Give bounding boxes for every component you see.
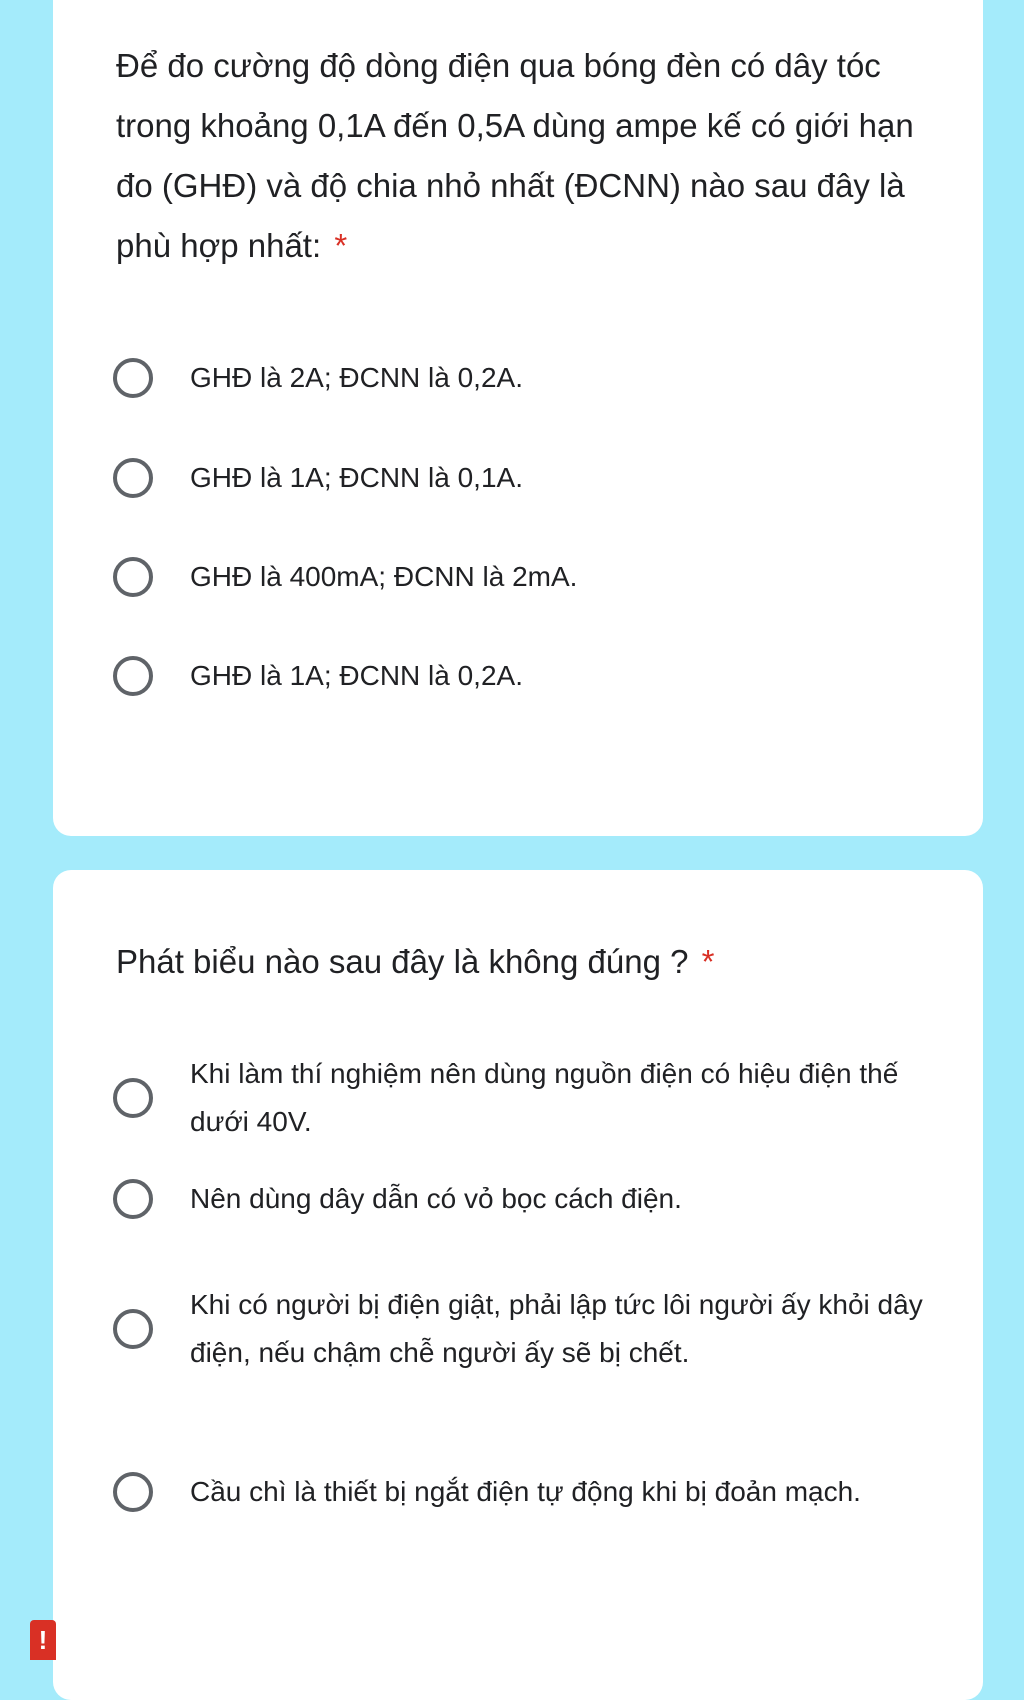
option-label: Nên dùng dây dẫn có vỏ bọc cách điện. bbox=[190, 1183, 682, 1214]
option-label: Khi có người bị điện giật, phải lập tức lôi người ấy khỏi dây điện, nếu chậm chễ người ấy sẽ bị chết. bbox=[190, 1289, 923, 1368]
option-label: Cầu chì là thiết bị ngắt điện tự động khi bị đoản mạch. bbox=[190, 1476, 861, 1507]
option-radio[interactable] bbox=[113, 354, 943, 402]
option-radio[interactable] bbox=[113, 652, 943, 700]
question-title bbox=[116, 36, 943, 276]
radio-icon[interactable] bbox=[113, 1179, 153, 1219]
question-card-2 bbox=[53, 870, 983, 1700]
option-radio[interactable] bbox=[113, 1175, 943, 1223]
option-radio[interactable] bbox=[113, 553, 943, 601]
option-label: GHĐ là 1A; ĐCNN là 0,2A. bbox=[190, 660, 523, 691]
question-text: Phát biểu nào sau đây là không đúng ? bbox=[116, 943, 689, 980]
option-radio[interactable] bbox=[113, 1468, 943, 1516]
option-label: GHĐ là 2A; ĐCNN là 0,2A. bbox=[190, 362, 523, 393]
option-radio[interactable] bbox=[113, 454, 943, 502]
option-label: GHĐ là 400mA; ĐCNN là 2mA. bbox=[190, 561, 578, 592]
question-card-1 bbox=[53, 0, 983, 836]
warning-icon: ! bbox=[30, 1620, 56, 1660]
radio-icon[interactable] bbox=[113, 1309, 153, 1349]
question-title bbox=[116, 932, 943, 992]
required-star: * bbox=[334, 227, 348, 264]
required-star: * bbox=[701, 943, 715, 980]
question-text: Để đo cường độ dòng điện qua bóng đèn có dây tóc trong khoảng 0,1A đến 0,5A dùng ampe kế có giới hạn đo (GHĐ) và độ chia nhỏ nhất (ĐCNN) nào sau đây là phù hợp nhất: bbox=[116, 47, 914, 264]
option-radio[interactable] bbox=[113, 1050, 943, 1146]
option-radio[interactable] bbox=[113, 1281, 943, 1377]
option-label: GHĐ là 1A; ĐCNN là 0,1A. bbox=[190, 462, 523, 493]
radio-icon[interactable] bbox=[113, 1078, 153, 1118]
radio-icon[interactable] bbox=[113, 656, 153, 696]
radio-icon[interactable] bbox=[113, 458, 153, 498]
radio-icon[interactable] bbox=[113, 1472, 153, 1512]
radio-icon[interactable] bbox=[113, 358, 153, 398]
radio-icon[interactable] bbox=[113, 557, 153, 597]
option-label: Khi làm thí nghiệm nên dùng nguồn điện có hiệu điện thế dưới 40V. bbox=[190, 1058, 899, 1137]
